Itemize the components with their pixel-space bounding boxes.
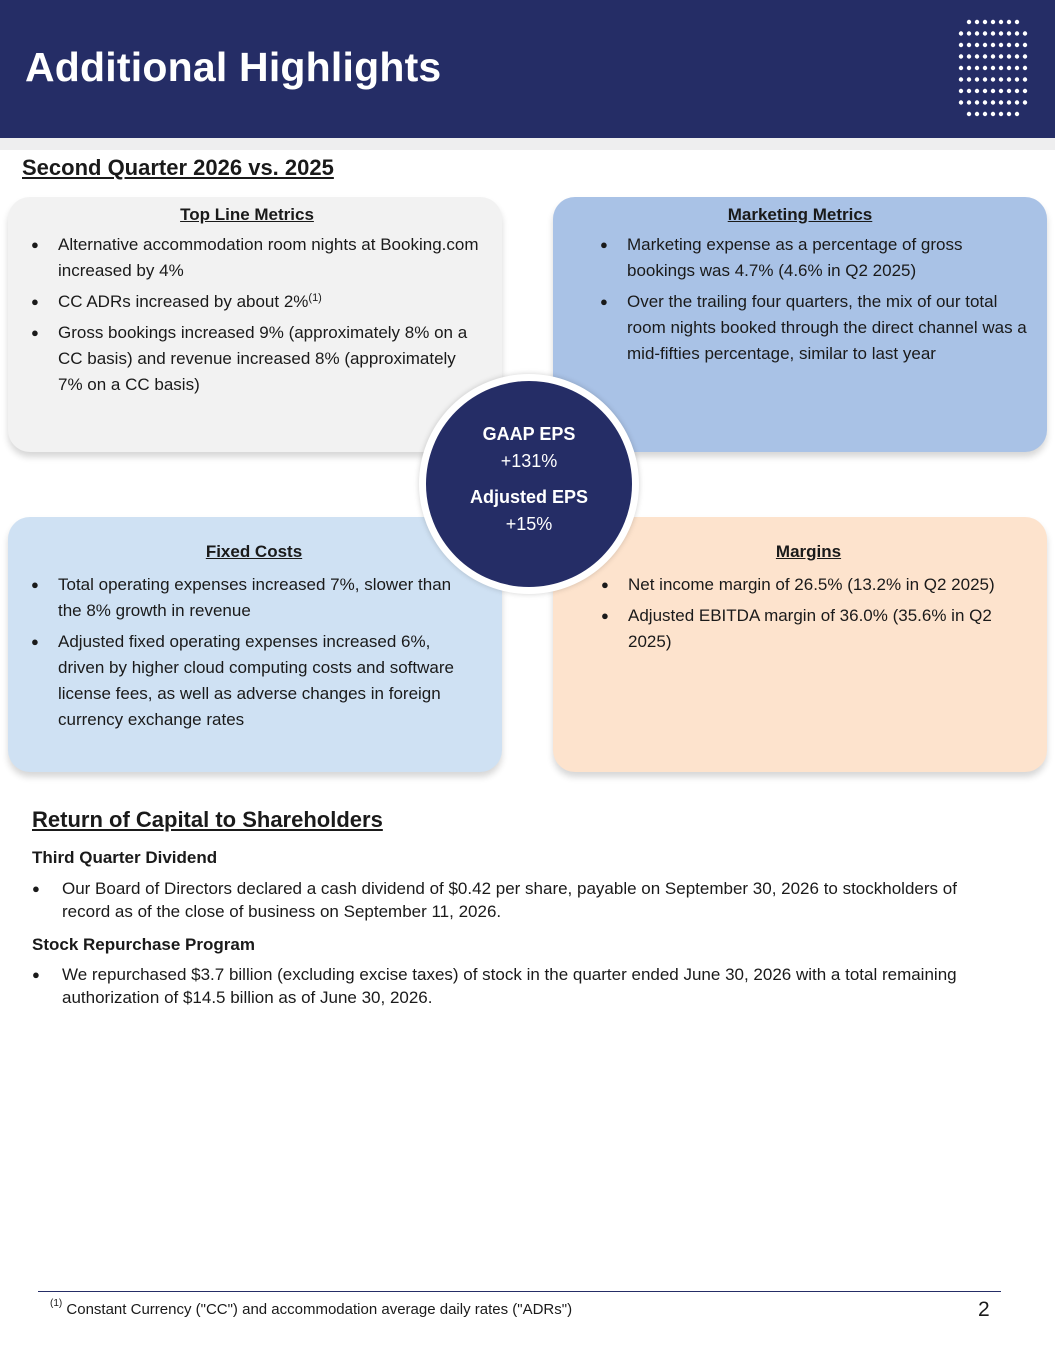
dot: [1007, 66, 1011, 70]
dot: [967, 31, 971, 35]
bullet-icon: ●: [32, 881, 40, 896]
dot: [975, 43, 979, 47]
dot: [975, 66, 979, 70]
dot: [1023, 43, 1027, 47]
dot: [999, 31, 1003, 35]
list-item: ● Adjusted EBITDA margin of 36.0% (35.6% in Q2 2025): [601, 603, 1031, 655]
card-title: Fixed Costs: [205, 542, 303, 561]
dot: [1007, 54, 1011, 58]
bullet-icon: ●: [32, 967, 40, 982]
bullet-list: [31, 232, 481, 403]
dot: [959, 31, 963, 35]
dot: [999, 112, 1003, 116]
dot: [1007, 31, 1011, 35]
dot: [991, 43, 995, 47]
dot: [991, 20, 995, 24]
dot: [959, 77, 963, 81]
dot: [1007, 43, 1011, 47]
dot: [975, 20, 979, 24]
dot: [991, 112, 995, 116]
dot: [1015, 54, 1019, 58]
dot: [1015, 77, 1019, 81]
page-title: Additional Highlights: [25, 44, 442, 90]
dot: [1007, 100, 1011, 104]
dot: [991, 54, 995, 58]
dot: [1023, 77, 1027, 81]
dot: [967, 89, 971, 93]
dot: [975, 100, 979, 104]
dot: [999, 43, 1003, 47]
dot: [983, 31, 987, 35]
section-heading-return-of-capital: Return of Capital to Shareholders: [32, 807, 383, 832]
gaap-eps-value: +131%: [500, 451, 558, 471]
dot: [967, 43, 971, 47]
dividend-heading: Third Quarter Dividend: [32, 848, 218, 867]
dividend-bullet: [32, 877, 992, 923]
dot: [975, 112, 979, 116]
dot: [991, 77, 995, 81]
card-margins: [553, 517, 1047, 772]
dot: [975, 31, 979, 35]
dot: [967, 77, 971, 81]
dot: [959, 100, 963, 104]
section-heading-second-quarter: Second Quarter 2026 vs. 2025: [22, 155, 334, 180]
list-item: ● Total operating expenses increased 7%, slower than the 8% growth in revenue: [31, 572, 471, 624]
card-title: Margins: [775, 542, 842, 561]
dot: [999, 66, 1003, 70]
dot: [983, 43, 987, 47]
dot: [991, 66, 995, 70]
footer-divider: [38, 1291, 1001, 1292]
dot: [1015, 100, 1019, 104]
list-item: ● Marketing expense as a percentage of gross bookings was 4.7% (4.6% in Q2 2025): [600, 232, 1030, 284]
dot: [999, 20, 1003, 24]
dot: [999, 89, 1003, 93]
list-item: ● CC ADRs increased by about 2%$^{(1)}$: [31, 289, 481, 315]
adjusted-eps-label: Adjusted EPS: [469, 487, 589, 507]
dot: [975, 77, 979, 81]
footnote-text: Constant Currency ("CC") and accommodation average daily rates ("ADRs"): [66, 1301, 573, 1318]
footnote-marker: (1): [50, 1298, 63, 1309]
dot: [1007, 89, 1011, 93]
dot: [1015, 66, 1019, 70]
card-title: Marketing Metrics: [727, 205, 873, 224]
repurchase-heading: Stock Repurchase Program: [32, 935, 255, 954]
list-item: ● Adjusted fixed operating expenses increased 6%, driven by higher cloud computing costs and software license fees, as well as adverse changes in foreign currency exchange rates: [31, 629, 471, 733]
dot: [983, 100, 987, 104]
dot: [1023, 66, 1027, 70]
footnote: [50, 1298, 573, 1318]
dot: [967, 54, 971, 58]
list-item: ● Over the trailing four quarters, the mix of our total room nights booked through the direct channel was a mid-fifties percentage, similar to last year: [600, 289, 1030, 367]
card-marketing-metrics: [553, 197, 1047, 452]
dot: [1015, 20, 1019, 24]
dot: [1023, 31, 1027, 35]
card-title: Top Line Metrics: [180, 205, 314, 224]
dot: [1023, 54, 1027, 58]
dot: [967, 112, 971, 116]
dot: [975, 89, 979, 93]
adjusted-eps-value: +15%: [505, 514, 553, 534]
dot: [975, 54, 979, 58]
dot: [967, 66, 971, 70]
dot-grid-icon: [957, 18, 1029, 118]
dot: [959, 66, 963, 70]
dot: [983, 20, 987, 24]
page-number: 2: [978, 1298, 990, 1321]
bullet-list: [600, 232, 1030, 372]
header-divider: [0, 138, 1055, 150]
dot: [991, 100, 995, 104]
dot: [967, 100, 971, 104]
footnote-marker: (1): [308, 292, 322, 304]
dot: [959, 89, 963, 93]
dot: [1015, 89, 1019, 93]
dot: [983, 77, 987, 81]
bullet-list: [31, 572, 471, 738]
bullet-list: [601, 572, 1031, 660]
dot: [1015, 112, 1019, 116]
eps-summary-circle: [419, 374, 639, 594]
dot: [983, 89, 987, 93]
repurchase-text: We repurchased $3.7 billion (excluding excise taxes) of stock in the quarter ended June 30, 2026 with a total remaining authorization of $14.5 billion as of June 30, 2026.: [62, 965, 957, 1007]
dot: [1015, 43, 1019, 47]
dot: [1007, 112, 1011, 116]
card-top-line-metrics: [8, 197, 502, 452]
dividend-text: Our Board of Directors declared a cash dividend of $0.42 per share, payable on September 30, 2026 to stockholders of record as of the close of business on September 11, 2026.: [62, 879, 957, 921]
dot: [983, 112, 987, 116]
dot: [1015, 31, 1019, 35]
dot: [1023, 89, 1027, 93]
dot: [959, 43, 963, 47]
dot: [983, 66, 987, 70]
dot: [999, 77, 1003, 81]
dot: [991, 31, 995, 35]
list-item: ● Gross bookings increased 9% (approximately 8% on a CC basis) and revenue increased 8% (approximately 7% on a CC basis): [31, 320, 481, 398]
list-item: ● Net income margin of 26.5% (13.2% in Q2 2025): [601, 572, 1031, 598]
dot: [959, 54, 963, 58]
card-fixed-costs: [8, 517, 502, 772]
dot: [991, 89, 995, 93]
dot: [1007, 20, 1011, 24]
header-banner: [0, 0, 1055, 138]
list-item: ● Alternative accommodation room nights at Booking.com increased by 4%: [31, 232, 481, 284]
dot: [967, 20, 971, 24]
dot: [999, 100, 1003, 104]
gaap-eps-label: GAAP EPS: [482, 424, 576, 444]
dot: [983, 54, 987, 58]
dot: [1007, 77, 1011, 81]
dot: [1023, 100, 1027, 104]
dot: [999, 54, 1003, 58]
repurchase-bullet: [32, 963, 992, 1009]
